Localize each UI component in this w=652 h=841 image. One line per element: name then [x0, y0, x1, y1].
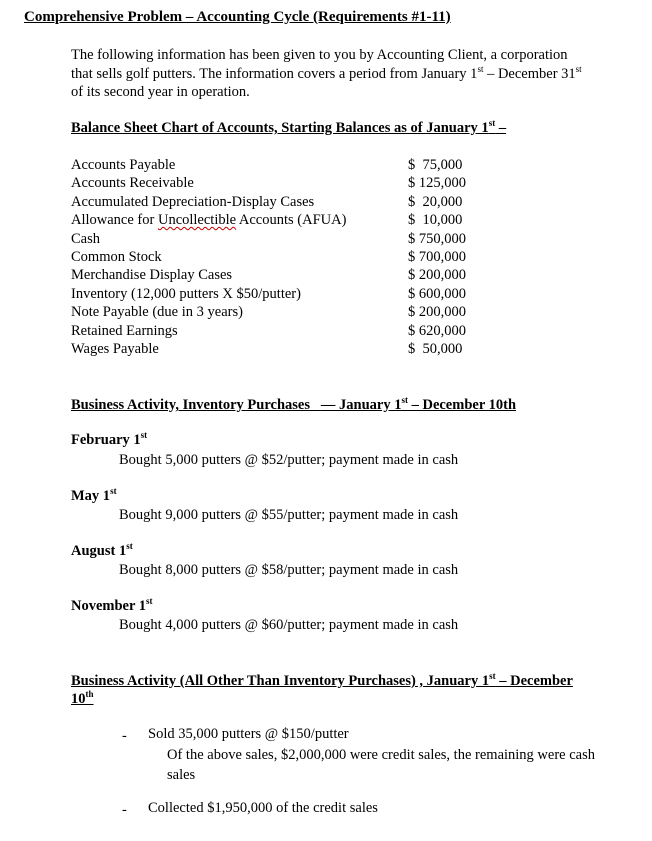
bullet-subtext: Of the above sales, $2,000,000 were credit sales, the remaining were cash sales	[167, 747, 595, 783]
account-amount: $ 600,000	[408, 285, 466, 302]
page-title: Comprehensive Problem – Accounting Cycle (Requirements #1-11)	[24, 9, 451, 25]
bullet-dash: -	[122, 728, 127, 744]
intro-paragraph	[71, 46, 641, 102]
account-name: Wages Payable	[71, 340, 159, 357]
inventory-purchases-heading: Business Activity, Inventory Purchases — January 1st – December 10th	[71, 395, 517, 413]
purchase-detail: Bought 4,000 putters @ $60/putter; payment made in cash	[119, 617, 459, 633]
purchase-detail: Bought 8,000 putters @ $58/putter; payment made in cash	[119, 562, 459, 578]
account-amount: $ 50,000	[408, 340, 463, 357]
account-amount: $ 620,000	[408, 322, 466, 339]
other-activity-heading-line-2: 10th	[71, 689, 94, 707]
intro-line-1: The following information has been given to you by Accounting Client, a corporation	[71, 47, 568, 63]
account-amount: $ 700,000	[408, 248, 466, 265]
account-amount: $ 200,000	[408, 304, 466, 321]
account-name: Retained Earnings	[71, 322, 178, 339]
intro-line-2: that sells golf putters. The information covers a period from January 1st – December 31st	[71, 63, 582, 82]
account-name: Common Stock	[71, 248, 162, 265]
bullet-text: Collected $1,950,000 of the credit sales	[148, 800, 378, 816]
account-amount: $ 125,000	[408, 175, 466, 192]
purchase-date: May 1st	[71, 486, 117, 504]
bullet-dash: -	[122, 802, 127, 818]
account-name: Accounts Receivable	[71, 175, 194, 192]
account-name: Merchandise Display Cases	[71, 267, 233, 284]
purchase-date: November 1st	[71, 596, 153, 614]
account-name: Allowance for Uncollectible Accounts (AFUA)	[71, 212, 347, 229]
intro-line-3: of its second year in operation.	[71, 84, 250, 100]
other-activity-heading: Business Activity (All Other Than Inventory Purchases) , January 1st – December	[71, 671, 573, 689]
account-amount: $ 10,000	[408, 212, 463, 229]
purchase-detail: Bought 5,000 putters @ $52/putter; payment made in cash	[119, 452, 459, 468]
purchase-date: August 1st	[71, 541, 133, 559]
bullet-text: Sold 35,000 putters @ $150/putter	[148, 726, 349, 742]
balance-sheet-heading: Balance Sheet Chart of Accounts, Starting Balances as of January 1st –	[71, 118, 507, 136]
account-amount: $ 200,000	[408, 267, 466, 284]
account-name: Accumulated Depreciation-Display Cases	[71, 193, 315, 210]
account-amount: $ 20,000	[408, 193, 463, 210]
account-name: Cash	[71, 230, 100, 247]
account-names-list	[71, 156, 346, 358]
spellcheck-underline: Uncollectible	[157, 212, 237, 229]
purchase-date: February 1st	[71, 430, 148, 448]
purchase-detail: Bought 9,000 putters @ $55/putter; payment made in cash	[119, 507, 459, 523]
account-name: Inventory (12,000 putters X $50/putter)	[71, 285, 301, 302]
account-amount: $ 75,000	[408, 157, 463, 173]
account-name: Note Payable (due in 3 years)	[71, 304, 243, 321]
account-amounts-list	[408, 156, 466, 358]
account-amount: $ 750,000	[408, 230, 466, 247]
account-name: Accounts Payable	[71, 157, 176, 173]
